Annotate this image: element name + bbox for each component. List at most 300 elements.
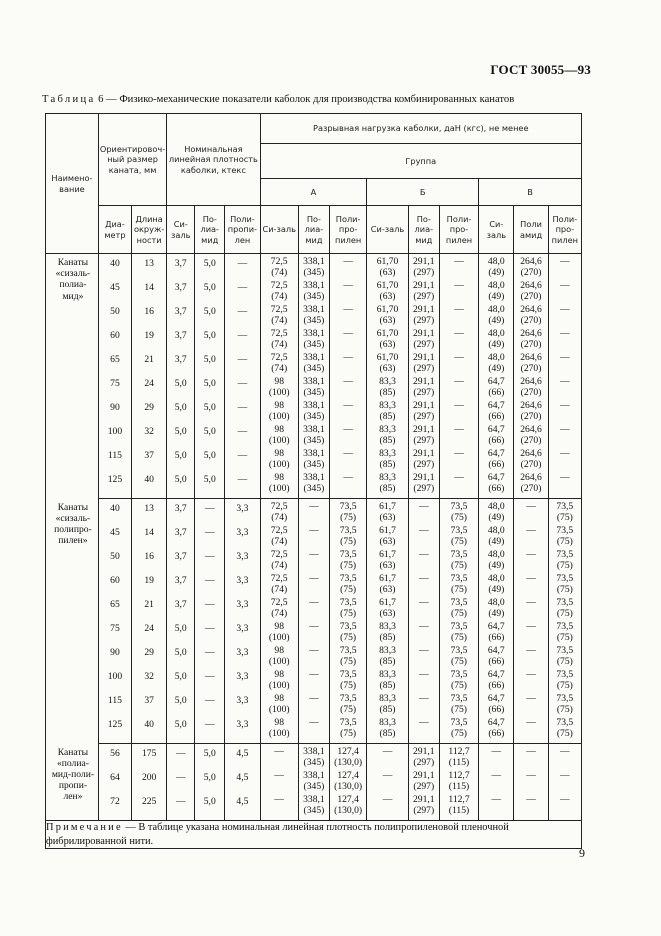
cell-load-v-polyamide <box>514 622 548 646</box>
cell-load-v-polypropylene <box>548 744 581 772</box>
cell-load-b-polypropylene <box>439 744 478 772</box>
cell-load-v-sisal-line: (49) <box>488 314 505 326</box>
cell-load-v-sisal <box>479 574 514 598</box>
cell-load-b-sisal-line: (63) <box>379 535 396 547</box>
cell-load-a-polyamide-line: (345) <box>303 804 325 816</box>
cell-density-polypropylene-value: 3,3 <box>236 719 249 730</box>
cell-density-polyamide <box>195 646 225 670</box>
cell-load-a-sisal <box>260 305 298 329</box>
cell-circumference-value: 21 <box>144 599 154 610</box>
cell-load-b-polyamide-line: (297) <box>413 386 435 398</box>
cell-circumference-value: 13 <box>144 258 154 269</box>
cell-load-v-polyamide <box>514 305 548 329</box>
cell-diameter <box>98 526 131 550</box>
cell-load-v-sisal-line: (49) <box>488 535 505 547</box>
cell-load-a-polyamide <box>298 744 329 772</box>
cell-density-polypropylene-value: 3,3 <box>236 551 249 562</box>
cell-density-sisal <box>167 499 195 527</box>
cell-circumference-value: 14 <box>144 527 154 538</box>
cell-load-a-sisal-line: (74) <box>271 607 288 619</box>
cell-diameter-value: 45 <box>110 527 120 538</box>
cell-load-v-polypropylene-line: (75) <box>556 679 573 691</box>
cell-circumference-value: 14 <box>144 282 154 293</box>
cell-density-polyamide-value: 5,0 <box>203 330 216 341</box>
cell-load-a-polyamide-line: 338,1 <box>303 770 325 781</box>
cell-load-v-polypropylene <box>548 329 581 353</box>
cell-load-v-polypropylene-line: — <box>560 328 570 339</box>
rope-type-name-line: полипро- <box>54 523 92 535</box>
cell-load-v-sisal-line: 64,7 <box>487 376 505 387</box>
cell-circumference <box>132 718 167 744</box>
cell-load-b-polypropylene-line: (75) <box>451 535 467 547</box>
cell-load-v-sisal-line: (66) <box>488 631 505 643</box>
cell-load-a-polyamide-line: 338,1 <box>303 328 325 339</box>
cell-diameter-value: 90 <box>110 402 120 413</box>
table-row <box>46 744 582 772</box>
cell-density-polypropylene-value: — <box>237 306 248 317</box>
cell-load-a-polyamide <box>298 795 329 821</box>
cell-density-polyamide <box>195 329 225 353</box>
cell-load-v-polyamide-line: — <box>526 717 536 728</box>
cell-load-b-sisal-line: (85) <box>379 631 396 643</box>
table-row <box>46 646 582 670</box>
cell-load-a-sisal <box>260 473 298 499</box>
cell-load-v-polypropylene-line: — <box>560 472 570 483</box>
cell-load-a-polyamide-line: — <box>309 525 319 536</box>
table-row <box>46 305 582 329</box>
cell-load-b-sisal-line: — <box>382 770 393 781</box>
cell-load-v-polyamide-line: 264,6 <box>520 280 542 291</box>
cell-density-polypropylene <box>225 281 260 305</box>
cell-diameter <box>98 353 131 377</box>
cell-diameter-value: 125 <box>107 474 123 485</box>
cell-load-v-polyamide-line: (270) <box>520 458 542 470</box>
cell-diameter <box>98 425 131 449</box>
cell-load-b-polypropylene-line: — <box>454 328 464 339</box>
cell-load-a-sisal-line: 72,5 <box>270 352 288 363</box>
cell-load-b-sisal-line: (63) <box>379 583 396 595</box>
cell-load-v-polyamide <box>514 795 548 821</box>
cell-load-b-sisal <box>367 401 408 425</box>
cell-density-polypropylene <box>225 377 260 401</box>
cell-load-b-sisal <box>367 771 408 795</box>
cell-density-sisal-value: 3,7 <box>174 527 187 538</box>
cell-density-polypropylene-value: 3,3 <box>236 527 249 538</box>
cell-load-a-sisal-line: 72,5 <box>270 597 288 608</box>
cell-load-v-polyamide-line: (270) <box>520 266 542 278</box>
cell-circumference-value: 13 <box>144 503 154 514</box>
cell-load-v-sisal-line: (49) <box>488 338 505 350</box>
cell-load-b-sisal <box>367 281 408 305</box>
cell-density-sisal-value: 5,0 <box>174 695 187 706</box>
cell-load-b-sisal <box>367 305 408 329</box>
cell-load-b-polyamide-line: 291,1 <box>412 424 435 435</box>
cell-load-b-sisal <box>367 718 408 744</box>
cell-load-b-polyamide-line: 291,1 <box>412 448 435 459</box>
cell-load-a-sisal-line: 98 <box>274 669 284 680</box>
cell-density-polypropylene <box>225 329 260 353</box>
cell-diameter-value: 64 <box>110 772 120 783</box>
cell-load-a-polypropylene <box>329 550 366 574</box>
cell-load-a-sisal-line: (100) <box>268 679 290 691</box>
table-row <box>46 550 582 574</box>
cell-load-a-polypropylene <box>329 254 366 282</box>
cell-load-v-sisal <box>479 744 514 772</box>
cell-load-a-sisal-line: (74) <box>271 535 288 547</box>
cell-load-a-sisal <box>260 449 298 473</box>
cell-load-v-polypropylene-line: 73,5 <box>556 717 574 728</box>
cell-density-sisal-value: 5,0 <box>174 719 187 730</box>
cell-density-sisal <box>167 449 195 473</box>
cell-load-v-polypropylene-line: 73,5 <box>556 669 574 680</box>
rope-type-name-line: Канаты <box>57 257 89 268</box>
cell-load-b-polyamide-line: 291,1 <box>412 376 435 387</box>
header-b-polyamide: По-лиа-мид <box>408 206 439 254</box>
cell-load-a-polyamide-line: 338,1 <box>303 256 325 267</box>
cell-load-a-polyamide-line: (345) <box>303 434 325 446</box>
cell-load-v-polypropylene-line: (75) <box>556 655 573 667</box>
cell-load-a-sisal <box>260 694 298 718</box>
cell-load-b-polyamide <box>408 254 439 282</box>
cell-load-a-polyamide-line: — <box>309 717 319 728</box>
cell-load-a-polyamide-line: (345) <box>303 266 325 278</box>
cell-load-b-polyamide <box>408 646 439 670</box>
table-row <box>46 425 582 449</box>
cell-load-a-polyamide <box>298 550 329 574</box>
cell-circumference-value: 16 <box>144 551 154 562</box>
cell-load-b-polyamide-line: — <box>418 597 429 608</box>
cell-load-v-polyamide <box>514 473 548 499</box>
cell-load-b-sisal-line: (63) <box>379 290 396 302</box>
rope-type-name-line: пропи- <box>58 780 88 792</box>
cell-load-v-sisal-line: 48,0 <box>487 597 505 608</box>
cell-load-b-sisal-line: (85) <box>379 434 396 446</box>
cell-load-v-polypropylene-line: — <box>560 304 570 315</box>
cell-load-v-polyamide-line: — <box>526 597 536 608</box>
cell-load-a-polypropylene-line: 73,5 <box>339 525 357 536</box>
cell-load-b-polypropylene-line: (75) <box>451 511 467 523</box>
cell-load-b-polypropylene <box>439 795 478 821</box>
cell-diameter <box>98 254 131 282</box>
cell-load-b-polyamide <box>408 353 439 377</box>
cell-load-a-sisal-line: (74) <box>271 583 288 595</box>
cell-load-v-polyamide-line: 264,6 <box>520 352 542 363</box>
cell-density-polyamide-value: — <box>204 551 215 562</box>
cell-load-b-sisal-line: 83,3 <box>379 376 396 387</box>
cell-load-a-sisal-line: (74) <box>271 559 288 571</box>
table-row <box>46 718 582 744</box>
cell-load-v-sisal-line: 48,0 <box>487 304 505 315</box>
cell-load-v-sisal <box>479 526 514 550</box>
cell-load-v-polyamide-line: 264,6 <box>520 424 542 435</box>
cell-density-polypropylene-value: — <box>237 402 248 413</box>
cell-load-a-polyamide-line: 338,1 <box>303 376 325 387</box>
cell-load-a-polyamide-line: (345) <box>303 780 325 792</box>
cell-load-a-polypropylene <box>329 329 366 353</box>
note-text: — В таблице указана номинальная линейная плотность полипропиленовой пленочной фибрилированной нити. <box>46 822 509 847</box>
cell-load-a-polypropylene-line: (75) <box>340 559 357 571</box>
cell-density-polyamide <box>195 425 225 449</box>
cell-density-polypropylene-value: — <box>237 474 248 485</box>
cell-load-b-sisal-line: (85) <box>379 655 396 667</box>
cell-density-polyamide-value: — <box>204 719 215 730</box>
cell-load-b-polyamide-line: (297) <box>413 804 435 816</box>
cell-load-b-sisal-line: 61,7 <box>379 549 396 560</box>
cell-load-b-sisal <box>367 795 408 821</box>
cell-load-a-polypropylene-line: — <box>343 400 353 411</box>
cell-load-a-polypropylene <box>329 526 366 550</box>
table-row <box>46 401 582 425</box>
cell-load-b-polypropylene-line: 73,5 <box>450 645 468 656</box>
cell-load-v-polypropylene <box>548 574 581 598</box>
cell-density-sisal <box>167 670 195 694</box>
cell-density-sisal-value: 5,0 <box>174 402 187 413</box>
cell-load-a-sisal-line: 72,5 <box>270 280 288 291</box>
cell-load-v-polyamide-line: — <box>526 621 536 632</box>
cell-load-b-polyamide-line: 291,1 <box>412 746 435 757</box>
cell-load-b-polyamide-line: (297) <box>413 338 435 350</box>
cell-load-v-sisal-line: (66) <box>488 679 505 691</box>
cell-load-v-polyamide <box>514 526 548 550</box>
cell-diameter-value: 100 <box>107 426 123 437</box>
cell-load-b-polypropylene-line: (75) <box>451 607 467 619</box>
cell-diameter <box>98 329 131 353</box>
table-row <box>46 329 582 353</box>
cell-load-a-polypropylene <box>329 449 366 473</box>
header-v-polypropylene: Поли-про-пилен <box>548 206 581 254</box>
cell-load-a-polypropylene-line: 127,4 <box>337 746 359 757</box>
cell-load-a-polyamide <box>298 646 329 670</box>
cell-load-a-sisal <box>260 425 298 449</box>
rope-type-name-line: Канаты <box>57 746 89 758</box>
cell-load-a-sisal-line: 98 <box>274 717 284 728</box>
cell-load-b-sisal <box>367 449 408 473</box>
cell-load-v-sisal-line: 64,7 <box>487 621 505 632</box>
cell-load-b-sisal-line: (63) <box>379 266 396 278</box>
cell-load-v-polyamide <box>514 550 548 574</box>
cell-density-polypropylene-value: 4,5 <box>236 772 249 783</box>
cell-load-a-polypropylene <box>329 598 366 622</box>
cell-load-b-sisal-line: 61,7 <box>379 573 396 584</box>
cell-load-b-polypropylene <box>439 353 478 377</box>
rope-type-name-line: пилен» <box>58 535 88 547</box>
cell-load-a-sisal <box>260 622 298 646</box>
cell-load-b-sisal-line: 83,3 <box>379 717 396 728</box>
cell-load-b-polyamide-line: — <box>418 549 429 560</box>
cell-load-a-polypropylene <box>329 377 366 401</box>
cell-load-a-sisal-line: 72,5 <box>270 573 288 584</box>
cell-load-a-polypropylene-line: (130,0) <box>334 804 363 816</box>
cell-load-b-sisal <box>367 329 408 353</box>
cell-load-a-polypropylene-line: — <box>343 424 353 435</box>
cell-load-v-polyamide-line: 264,6 <box>520 448 542 459</box>
cell-load-b-polypropylene-line: 73,5 <box>450 693 468 704</box>
cell-load-v-polyamide <box>514 449 548 473</box>
cell-load-v-sisal-line: (49) <box>488 362 505 374</box>
cell-load-b-polypropylene <box>439 305 478 329</box>
cell-density-sisal <box>167 771 195 795</box>
cell-density-polyamide-value: 5,0 <box>203 450 216 461</box>
cell-load-a-polyamide-line: 338,1 <box>303 794 325 805</box>
cell-load-b-polyamide <box>408 401 439 425</box>
cell-density-polyamide <box>195 744 225 772</box>
cell-load-a-polypropylene <box>329 744 366 772</box>
cell-density-sisal-value: 3,7 <box>174 330 187 341</box>
cell-load-a-polypropylene-line: — <box>343 448 353 459</box>
cell-load-b-polypropylene <box>439 646 478 670</box>
cell-load-a-polyamide-line: 338,1 <box>303 424 325 435</box>
rope-type-name-line: «полиа- <box>56 757 89 769</box>
cell-density-sisal <box>167 425 195 449</box>
table-row <box>46 254 582 282</box>
cell-diameter-value: 90 <box>110 647 120 658</box>
cell-load-a-polypropylene <box>329 305 366 329</box>
cell-circumference <box>132 526 167 550</box>
cell-load-a-polyamide <box>298 574 329 598</box>
cell-density-polyamide <box>195 622 225 646</box>
cell-density-sisal <box>167 598 195 622</box>
cell-load-v-sisal <box>479 449 514 473</box>
cell-circumference-value: 24 <box>144 623 154 634</box>
cell-load-v-sisal <box>479 718 514 744</box>
cell-diameter <box>98 795 131 821</box>
cell-diameter-value: 60 <box>110 575 120 586</box>
cell-density-polypropylene-value: — <box>237 330 248 341</box>
cell-density-polyamide-value: 5,0 <box>203 306 216 317</box>
cell-load-a-polyamide-line: 338,1 <box>303 448 325 459</box>
cell-load-b-polypropylene-line: 112,7 <box>448 770 470 781</box>
cell-circumference-value: 225 <box>141 796 157 807</box>
cell-load-a-sisal-line: (100) <box>268 631 290 643</box>
cell-load-v-sisal-line: 64,7 <box>487 669 505 680</box>
cell-circumference-value: 32 <box>144 671 154 682</box>
cell-diameter-value: 40 <box>110 503 120 514</box>
cell-load-v-polyamide-line: — <box>526 794 536 805</box>
cell-load-v-sisal-line: 64,7 <box>487 448 505 459</box>
cell-load-v-polyamide <box>514 771 548 795</box>
header-diameter: Диа-метр <box>98 206 131 254</box>
cell-load-v-polypropylene <box>548 795 581 821</box>
cell-load-a-polyamide <box>298 526 329 550</box>
cell-density-polyamide-value: — <box>204 503 215 514</box>
cell-density-polypropylene-value: — <box>237 258 248 269</box>
cell-load-v-sisal <box>479 254 514 282</box>
cell-load-b-polypropylene-line: — <box>454 400 464 411</box>
cell-density-polypropylene <box>225 425 260 449</box>
cell-load-b-sisal <box>367 694 408 718</box>
cell-density-sisal <box>167 795 195 821</box>
rope-group <box>46 744 582 821</box>
cell-load-b-polyamide <box>408 449 439 473</box>
cell-diameter <box>98 622 131 646</box>
cell-diameter-value: 125 <box>107 719 123 730</box>
cell-load-v-polypropylene-line: 73,5 <box>556 693 574 704</box>
header-name: Наимено-вание <box>46 114 99 254</box>
cell-load-b-polypropylene <box>439 670 478 694</box>
cell-load-a-polyamide <box>298 401 329 425</box>
cell-load-v-sisal <box>479 499 514 527</box>
cell-load-b-sisal <box>367 425 408 449</box>
cell-density-sisal <box>167 526 195 550</box>
caption-text: 6 — Физико-механические показатели каболок для производства комбинированных канатов <box>98 94 515 105</box>
cell-load-v-polypropylene-line: — <box>560 424 570 435</box>
cell-load-v-polyamide-line: (270) <box>520 314 542 326</box>
cell-load-a-polypropylene-line: (130,0) <box>334 780 363 792</box>
cell-load-a-sisal <box>260 401 298 425</box>
cell-load-b-polyamide-line: (297) <box>413 290 435 302</box>
cell-load-b-polypropylene <box>439 598 478 622</box>
cell-load-a-polypropylene-line: — <box>343 328 353 339</box>
cell-load-v-polyamide-line: — <box>526 693 536 704</box>
cell-load-b-sisal <box>367 550 408 574</box>
note-label: Примечание <box>46 822 123 833</box>
cell-diameter-value: 75 <box>110 378 120 389</box>
header-approx-size: Ориентировоч-ный размер каната, мм <box>98 114 166 206</box>
cell-diameter <box>98 744 131 772</box>
cell-load-v-sisal-line: 64,7 <box>487 693 505 704</box>
cell-load-b-polypropylene-line: (75) <box>451 631 467 643</box>
cell-load-v-polyamide <box>514 401 548 425</box>
cell-load-a-sisal-line: (74) <box>271 314 288 326</box>
cell-load-b-sisal-line: (63) <box>379 314 396 326</box>
cell-load-b-polyamide-line: 291,1 <box>412 400 435 411</box>
cell-load-b-polyamide-line: 291,1 <box>412 472 435 483</box>
cell-load-b-sisal-line: 83,3 <box>379 400 396 411</box>
cell-load-b-sisal-line: 61,70 <box>376 304 399 315</box>
cell-load-a-sisal-line: (100) <box>268 703 290 715</box>
header-group-v: В <box>479 179 582 206</box>
cell-load-v-polypropylene <box>548 401 581 425</box>
cell-load-v-polypropylene-line: 73,5 <box>556 621 574 632</box>
cell-load-a-polypropylene-line: (130,0) <box>334 756 363 768</box>
cell-density-polypropylene <box>225 622 260 646</box>
caption-word: Таблица <box>42 94 96 105</box>
rope-type-name-line: Канаты <box>57 501 89 513</box>
cell-load-v-polypropylene-line: 73,5 <box>556 573 574 584</box>
cell-density-polyamide <box>195 281 225 305</box>
cell-load-a-sisal-line: 98 <box>274 400 284 411</box>
cell-density-polyamide <box>195 526 225 550</box>
cell-load-a-polypropylene-line: 127,4 <box>337 770 359 781</box>
cell-load-b-sisal-line: 83,3 <box>379 472 396 483</box>
cell-density-sisal <box>167 473 195 499</box>
cell-density-polyamide-value: — <box>204 623 215 634</box>
cell-density-sisal <box>167 718 195 744</box>
cell-load-b-sisal-line: 83,3 <box>379 448 396 459</box>
cell-load-v-sisal <box>479 329 514 353</box>
cell-load-b-sisal-line: 61,7 <box>379 525 396 536</box>
cell-load-b-polyamide-line: — <box>418 669 429 680</box>
cell-circumference <box>132 771 167 795</box>
rope-type-name-line: мид-поли- <box>51 768 95 780</box>
cell-load-b-polypropylene-line: — <box>454 376 464 387</box>
cell-load-b-polypropylene-line: — <box>454 280 464 291</box>
cell-density-sisal <box>167 694 195 718</box>
cell-load-v-sisal-line: (66) <box>488 703 505 715</box>
cell-load-b-polypropylene <box>439 771 478 795</box>
cell-density-polypropylene <box>225 646 260 670</box>
cell-load-v-polypropylene-line: (75) <box>556 511 573 523</box>
cell-density-polypropylene <box>225 305 260 329</box>
cell-load-a-polyamide-line: — <box>309 645 319 656</box>
cell-load-v-polypropylene-line: 73,5 <box>556 597 574 608</box>
cell-load-b-polypropylene-line: — <box>454 448 464 459</box>
rope-type-name-line: «сизаль- <box>55 268 91 280</box>
cell-load-b-sisal-line: 61,70 <box>376 256 399 267</box>
cell-load-v-polyamide-line: (270) <box>520 434 542 446</box>
cell-load-b-polyamide-line: (297) <box>413 458 435 470</box>
cell-circumference <box>132 305 167 329</box>
